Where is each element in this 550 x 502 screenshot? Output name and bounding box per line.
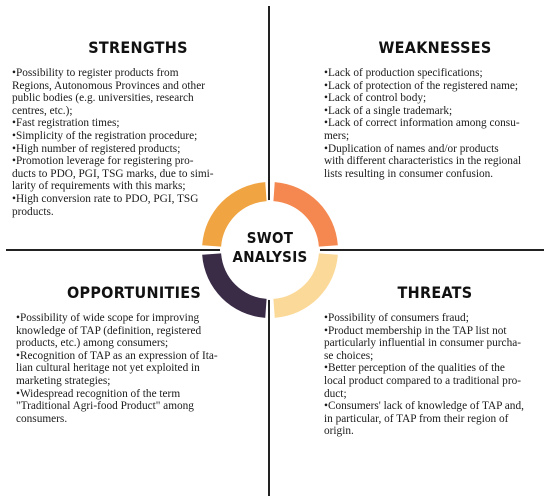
list-item: marketing strategies; bbox=[16, 374, 111, 387]
opportunities-title: OPPORTUNITIES bbox=[66, 283, 202, 302]
list-item: consumers. bbox=[16, 412, 68, 425]
list-item: •Duplication of names and/or products bbox=[324, 142, 499, 155]
list-item: duct; bbox=[324, 387, 347, 400]
threats-title: THREATS bbox=[397, 283, 473, 302]
list-item: •Lack of control body; bbox=[324, 92, 427, 105]
list-item: knowledge of TAP (definition, registered bbox=[16, 324, 202, 337]
threats-quadrant bbox=[324, 283, 546, 438]
list-item: origin. bbox=[324, 425, 354, 438]
list-item: •Widespread recognition of the term bbox=[16, 387, 181, 400]
list-item: lists resulting in consumer confusion. bbox=[324, 167, 494, 180]
list-item: •High number of registered products; bbox=[12, 142, 181, 155]
center-label-analysis: ANALYSIS bbox=[232, 248, 308, 266]
list-item: •Lack of protection of the registered name; bbox=[324, 79, 519, 92]
list-item: •Possibility to register products from bbox=[12, 67, 179, 79]
list-item: •Lack of a single trademark; bbox=[324, 104, 453, 117]
list-item: products. bbox=[12, 205, 54, 218]
weaknesses-title: WEAKNESSES bbox=[378, 38, 492, 57]
center-label-swot: SWOT bbox=[246, 229, 294, 247]
list-item: mers; bbox=[324, 129, 350, 142]
list-item: •Product membership in the TAP list not bbox=[324, 324, 507, 337]
threats-list bbox=[324, 312, 546, 438]
list-item: centres, etc.); bbox=[12, 104, 73, 117]
list-item: •Possibility of wide scope for improving bbox=[16, 312, 200, 324]
weaknesses-list bbox=[324, 67, 546, 180]
strengths-title: STRENGTHS bbox=[88, 38, 188, 57]
list-item: particularly influential in consumer purcha- bbox=[324, 337, 521, 350]
list-item: •Recognition of TAP as an expression of Ita- bbox=[16, 349, 218, 362]
weaknesses-quadrant bbox=[324, 38, 546, 180]
opportunities-list bbox=[16, 312, 252, 425]
list-item: "Traditional Agri-food Product" among bbox=[16, 400, 194, 413]
list-item: •Possibility of consumers fraud; bbox=[324, 312, 469, 324]
list-item: with different characteristics in the regional bbox=[324, 155, 522, 168]
list-item: •Lack of correct information among consu- bbox=[324, 117, 520, 130]
list-item: se choices; bbox=[324, 349, 374, 362]
list-item: •Better perception of the qualities of the bbox=[324, 362, 505, 375]
list-item: larity of requirements with this marks; bbox=[12, 180, 186, 193]
list-item: products, etc.) among consumers; bbox=[16, 337, 169, 350]
list-item: •High conversion rate to PDO, PGI, TSG bbox=[12, 192, 199, 205]
list-item: •Lack of production specifications; bbox=[324, 67, 483, 79]
list-item: •Simplicity of the registration procedure; bbox=[12, 129, 198, 142]
list-item: ducts to PDO, PGI, TSG marks, due to simi- bbox=[12, 167, 214, 180]
list-item: lian cultural heritage not yet exploited in bbox=[16, 362, 200, 375]
list-item: •Consumers' lack of knowledge of TAP and, bbox=[324, 400, 524, 413]
list-item: Regions, Autonomous Provinces and other bbox=[12, 79, 205, 92]
list-item: •Fast registration times; bbox=[12, 117, 120, 130]
list-item: •Promotion leverage for registering pro- bbox=[12, 155, 194, 168]
list-item: public bodies (e.g. universities, research bbox=[12, 92, 194, 105]
list-item: in particular, of TAP from their region of bbox=[324, 412, 509, 425]
list-item: local product compared to a traditional pro- bbox=[324, 374, 521, 387]
